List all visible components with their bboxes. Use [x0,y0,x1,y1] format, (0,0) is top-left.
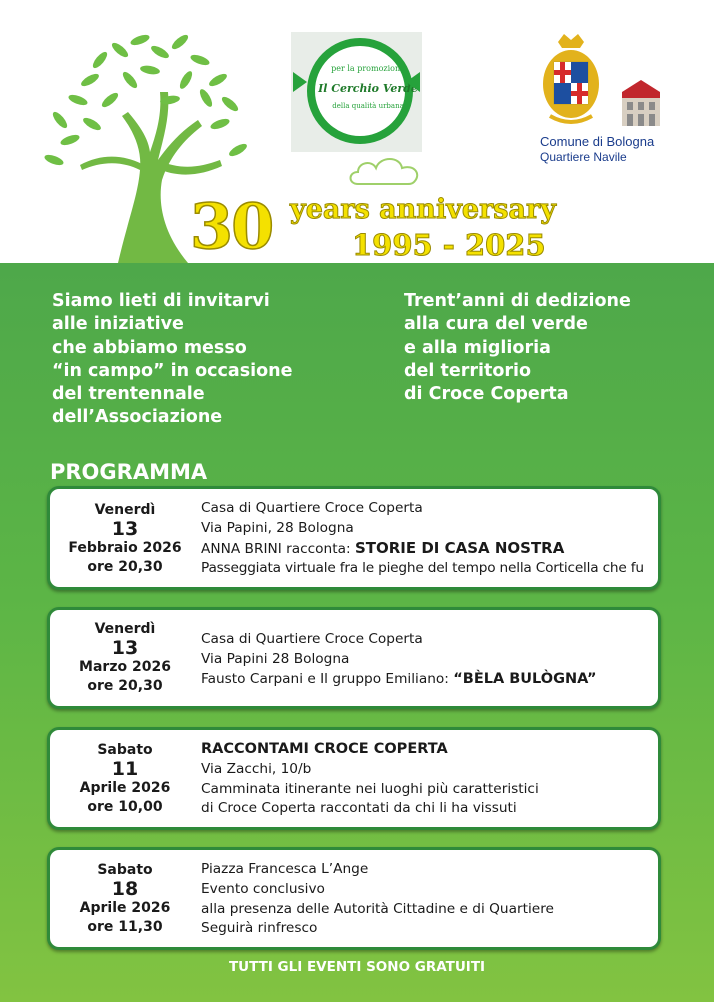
logo-name: Il Cerchio Verde [318,82,418,95]
logo-bottom-text: della qualità urbana [332,102,404,110]
event-day-number: 11 [111,758,139,780]
programma-title: PROGRAMMA [50,460,208,484]
intro-left-line: che abbiamo messo [52,337,247,358]
event-details [201,499,644,579]
event-title-line [201,539,644,560]
event-month: Marzo 2026 [79,659,171,675]
event-description: Camminata itinerante nei luoghi più caratteristici [201,780,539,797]
comune-label: Comune di Bologna [540,134,655,149]
event-time: ore 11,30 [87,919,163,935]
logo-ring [307,38,418,144]
event-title: “BÈLA BULÒGNA” [453,670,597,687]
event-month: Aprile 2026 [79,900,171,916]
cerchio-verde-logo [291,32,422,152]
event-time: ore 20,30 [87,559,163,575]
event-venue: Piazza Francesca L’Ange [201,861,369,877]
event-card [47,727,661,830]
event-description: Evento conclusivo [201,880,325,897]
quartiere-label: Quartiere Navile [540,150,627,164]
event-details [201,630,597,689]
intro-right-line: Trent’anni di dedizione [404,291,631,311]
event-title: RACCONTAMI CROCE COPERTA [201,741,448,757]
event-date [50,861,200,937]
building-icon [618,78,664,130]
intro-left-line: Siamo lieti di invitarvi [52,291,270,311]
cloud-icon [344,150,426,190]
event-details [201,740,539,819]
intro-right-line: e alla miglioria [404,337,551,358]
event-date [50,620,200,696]
event-title-line [201,670,597,690]
event-card [47,486,661,590]
intro-left-line: alle iniziative [52,314,184,335]
event-address: Via Zacchi, 10/b [201,760,312,777]
event-description: di Croce Coperta raccontati da chi li ha vissuti [201,800,517,817]
event-card [47,847,661,950]
event-month: Febbraio 2026 [68,540,182,556]
logo-top-text: per la promozione [331,64,405,73]
event-time: ore 10,00 [87,799,163,815]
event-day: Sabato [97,862,153,878]
event-address: Via Papini, 28 Bologna [201,519,354,536]
event-details [201,860,554,939]
intro-right-line: di Croce Coperta [404,384,569,405]
header [0,0,714,263]
event-day-number: 13 [111,637,139,659]
event-title: STORIE DI CASA NOSTRA [354,538,565,557]
intro-left-line: dell’Associazione [52,407,223,428]
event-date [50,741,200,817]
intro-left [52,290,293,430]
event-month: Aprile 2026 [79,780,171,796]
event-time: ore 20,30 [87,678,163,694]
event-description: alla presenza delle Autorità Cittadine e di Quartiere [201,900,554,917]
intro-right [404,290,631,406]
event-day: Sabato [97,742,153,758]
intro-right-line: alla cura del verde [404,314,588,335]
event-address: Via Papini 28 Bologna [201,650,350,667]
event-day: Venerdì [94,502,156,518]
bologna-crest-icon [540,32,602,132]
event-description: Seguirà rinfresco [201,920,318,937]
footer-note: TUTTI GLI EVENTI SONO GRATUITI [228,959,486,975]
event-card [47,607,661,709]
event-day-number: 18 [111,878,139,900]
event-day-number: 13 [111,518,139,540]
anniversary-years: 1995 - 2025 [352,228,546,262]
event-venue: Casa di Quartiere Croce Coperta [201,500,423,516]
intro-left-line: “in campo” in occasione [52,360,293,381]
event-presenter: ANNA BRINI racconta: [201,540,355,557]
event-date [50,501,200,577]
intro-right-line: del territorio [404,360,532,381]
event-venue: Casa di Quartiere Croce Coperta [201,631,423,647]
arrow-left-icon [406,72,420,92]
arrow-right-icon [293,72,307,92]
event-presenter: Fausto Carpani e Il gruppo Emiliano: [201,670,454,687]
intro-left-line: del trentennale [52,384,205,405]
anniversary-text: years anniversary [290,194,556,225]
event-day: Venerdì [94,621,156,637]
event-description: Passeggiata virtuale fra le pieghe del tempo nella Corticella che fu [201,560,644,577]
anniversary-number: 30 [190,190,273,263]
